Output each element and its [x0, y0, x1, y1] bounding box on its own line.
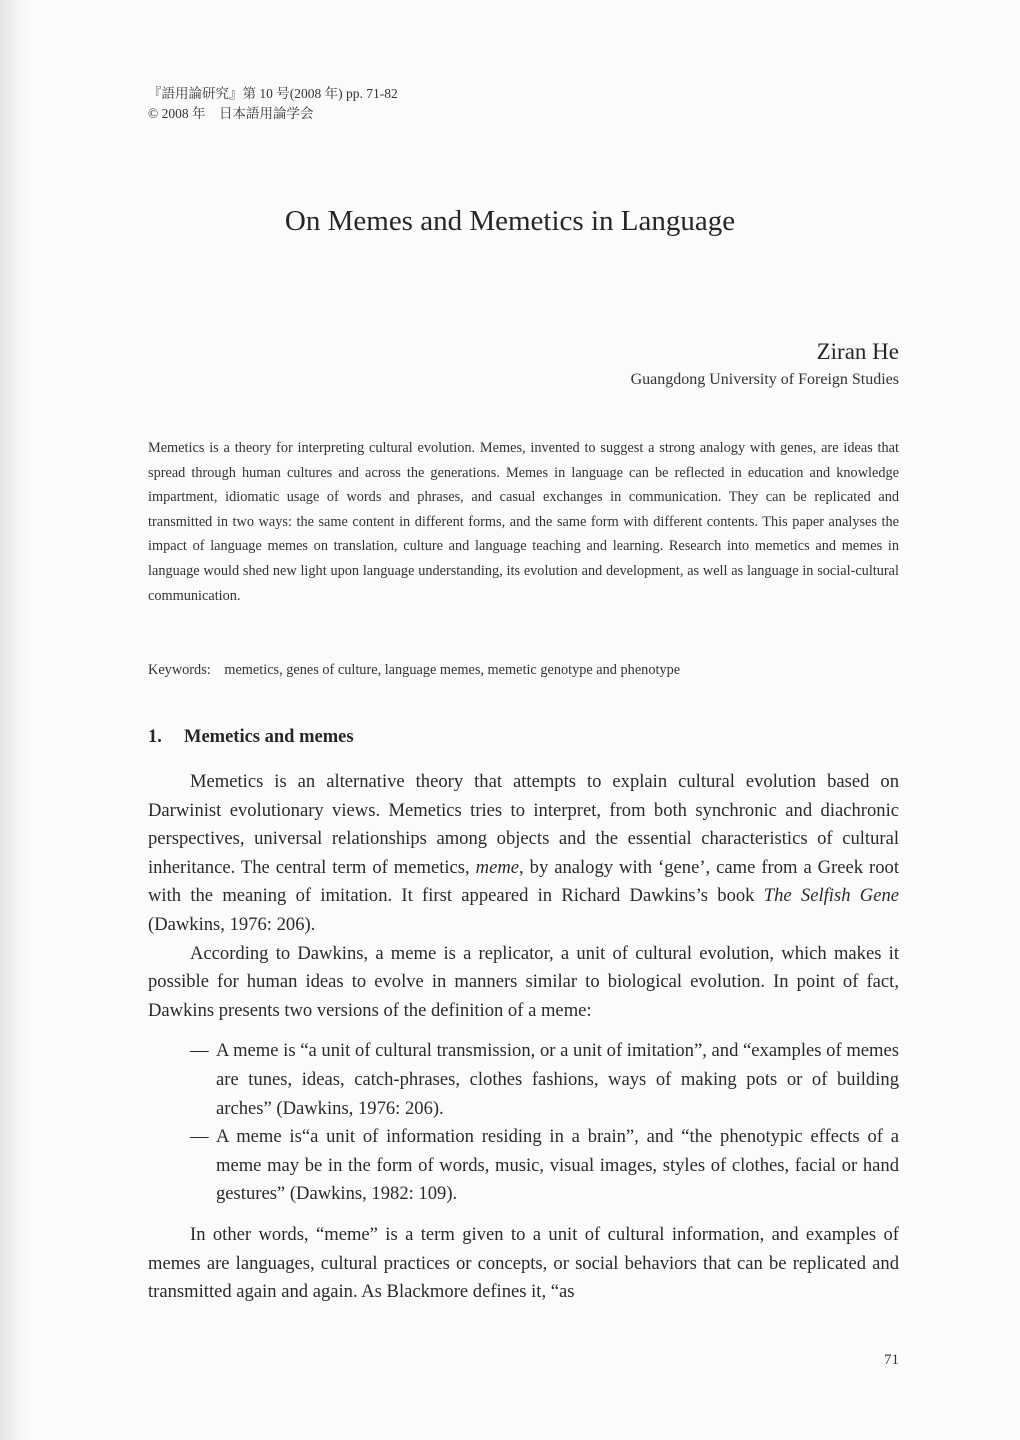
list-item-text: A meme is “a unit of cultural transmission, or a unit of imitation”, and “examples of memes are tunes, ideas, catch-phrases, clothes fashions, ways of making pots or of building arches” (Dawkins, 1976: 206). — [216, 1040, 899, 1119]
keywords — [148, 659, 680, 681]
journal-header — [148, 84, 398, 124]
list-item — [148, 1037, 899, 1123]
paragraph-1-text-c: (Dawkins, 1976: 206). — [148, 913, 316, 935]
paragraph-2: According to Dawkins, a meme is a replicator, a unit of cultural evolution, which makes it possible for human ideas to evolve in manners similar to biological evolution. In point of fact, Dawkins presents two versions of the definition of a meme: — [148, 942, 899, 1021]
keywords-text: memetics, genes of culture, language memes, memetic genotype and phenotype — [224, 662, 681, 678]
section-number: 1. — [148, 727, 162, 747]
section-heading — [148, 727, 354, 748]
paragraph-3: In other words, “meme” is a term given to a unit of cultural information, and examples of memes are languages, cultural practices or concepts, or social behaviors that can be replicated and transmitted again and again. As Blackmore defines it, “as — [148, 1223, 899, 1303]
article-title: On Memes and Memetics in Language — [284, 205, 736, 237]
section-body — [148, 768, 899, 1307]
paragraph-1-text-b: , by analogy with ‘gene’, came from a Greek root with the meaning of imitation. It first appeared in Richard Dawkins’s book — [148, 856, 899, 907]
book-title: The Selfish Gene — [763, 885, 899, 907]
author-block — [631, 338, 899, 392]
journal-citation: 『語用論研究』第 10 号(2008 年) pp. 71-82 — [148, 86, 398, 101]
dash-bullet: — — [190, 1126, 209, 1148]
section-title: Memetics and memes — [184, 727, 354, 747]
list-item — [148, 1123, 899, 1209]
paragraph-1 — [148, 768, 899, 940]
abstract: Memetics is a theory for interpreting cultural evolution. Memes, invented to suggest a strong analogy with genes, are ideas that spread through human cultures and across the generations. Memes in language can be reflected in education and knowledge impartment, idiomatic usage of words and phrases, and casual exchanges in communication. They can be replicated and transmitted in two ways: the same content in different forms, and the same form with different contents. This paper analyses the impact of language memes on translation, culture and language teaching and learning. Research into memetics and memes in language would shed new light upon language understanding, its evolution and development, as well as language in social-cultural communication. — [148, 440, 899, 604]
keywords-label: Keywords: — [148, 662, 211, 678]
dash-bullet: — — [190, 1040, 209, 1062]
list-item-text: A meme is“a unit of information residing in a brain”, and “the phenotypic effects of a meme may be in the form of words, music, visual images, styles of clothes, facial or hand gestures” (Dawkins, 1982: 109). — [216, 1126, 899, 1205]
paragraph-1-text-a: Memetics is an alternative theory that attempts to explain cultural evolution based on Darwinist evolutionary views. Memetics tries to interpret, from both synchronic and diachronic perspectives, universal relationships among objects and the essential characteristics of cultural inheritance. The central term of memetics, — [148, 771, 899, 878]
author-affiliation: Guangdong University of Foreign Studies — [630, 371, 899, 388]
term-meme: meme — [475, 856, 520, 878]
page-number: 71 — [884, 1352, 899, 1368]
copyright-line: © 2008 年 日本語用論学会 — [148, 106, 314, 121]
definition-list — [148, 1037, 899, 1209]
author-name: Ziran He — [816, 339, 899, 364]
